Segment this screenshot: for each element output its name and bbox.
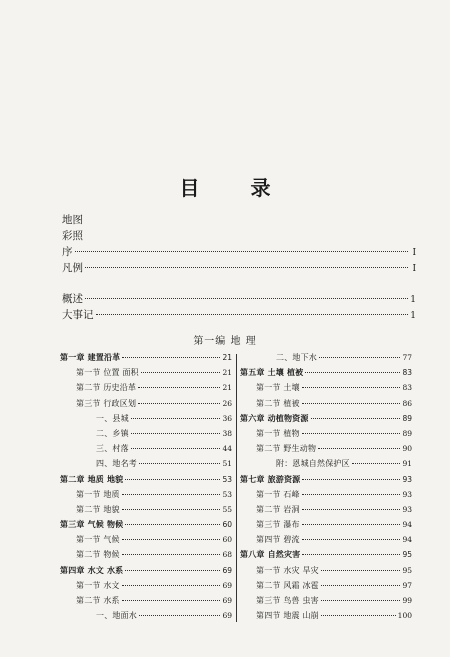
- toc-entry[interactable]: [240, 382, 412, 397]
- leader-dots: [302, 539, 401, 540]
- toc-entry[interactable]: [60, 413, 232, 428]
- leader-dots: [302, 433, 401, 434]
- leader-dots: [125, 570, 220, 571]
- toc-entry[interactable]: [240, 428, 412, 443]
- toc-entry-label: 附：恩城自然保护区: [276, 459, 350, 469]
- toc-entry-label: 第一节 气候: [76, 535, 120, 545]
- page-number: 89: [402, 413, 412, 423]
- toc-chapter-entry[interactable]: [60, 565, 232, 580]
- toc-chapter-entry[interactable]: [60, 352, 232, 367]
- leader-dots: [302, 403, 401, 404]
- toc-entry[interactable]: [240, 565, 412, 580]
- toc-entry[interactable]: [240, 398, 412, 413]
- page-number: 69: [222, 611, 232, 621]
- toc-entry-label: 第二节 植被: [256, 398, 300, 408]
- page-number: 1: [410, 311, 416, 321]
- toc-entry-label: 第一节 石峰: [256, 489, 300, 499]
- page-number: 69: [222, 565, 232, 575]
- leader-dots: [302, 554, 400, 555]
- toc-entry[interactable]: [240, 489, 412, 504]
- page-number: 38: [222, 428, 232, 438]
- toc-entry[interactable]: [60, 398, 232, 413]
- toc-chapter-entry[interactable]: [240, 367, 412, 382]
- toc-entry[interactable]: [60, 504, 232, 519]
- toc-entry-label: 第三节 鸟兽 虫害: [256, 596, 319, 605]
- toc-entry[interactable]: [60, 367, 232, 382]
- page-number: 60: [222, 535, 232, 545]
- toc-entry-label: 第一节 植物: [256, 428, 300, 438]
- toc-entry-label: 第一章 建置沿革: [60, 353, 121, 362]
- leader-dots: [302, 387, 401, 388]
- toc-entry[interactable]: [60, 458, 232, 473]
- page-title: 目 录: [179, 176, 293, 200]
- toc-entry[interactable]: [60, 534, 232, 549]
- toc-entry[interactable]: [240, 443, 412, 458]
- toc-entry-label: 第三节 行政区划: [76, 398, 137, 408]
- page-number: 21: [222, 383, 232, 393]
- page-number: 93: [402, 474, 412, 484]
- toc-entry-label: 四、地名考: [96, 459, 137, 469]
- leader-dots: [318, 448, 400, 449]
- page-number: 44: [222, 444, 232, 454]
- toc-entry-label: 二、地下水: [276, 353, 317, 362]
- toc-entry-label: 第一节 水灾 旱灾: [256, 565, 319, 575]
- leader-dots: [122, 494, 221, 495]
- page-number: 83: [402, 383, 412, 393]
- toc-entry[interactable]: [60, 549, 232, 564]
- leader-dots: [139, 463, 220, 464]
- toc-entry-label: 第四节 碧流: [256, 535, 300, 545]
- toc-entry[interactable]: [240, 595, 412, 610]
- leader-dots: [75, 251, 409, 252]
- toc-entry-label: 第三节 瀑布: [256, 520, 300, 530]
- toc-entry[interactable]: [60, 382, 232, 397]
- front-matter-item[interactable]: [62, 307, 416, 323]
- leader-dots: [321, 570, 401, 571]
- toc-entry-label: 三、村落: [96, 444, 129, 454]
- front-matter-label: 地图: [62, 214, 83, 226]
- toc-entry[interactable]: [60, 580, 232, 595]
- front-matter-item[interactable]: [62, 212, 416, 228]
- toc-entry-label: 第一节 位置 面积: [76, 368, 139, 378]
- toc-entry-label: 第一节 土壤: [256, 383, 300, 393]
- leader-dots: [139, 615, 220, 616]
- toc-entry-label: 二、乡镇: [96, 428, 129, 438]
- page-number: 77: [402, 353, 412, 362]
- leader-dots: [321, 585, 401, 586]
- toc-chapter-entry[interactable]: [240, 474, 412, 489]
- leader-dots: [141, 372, 221, 373]
- leader-dots: [302, 494, 401, 495]
- toc-entry-label: 第二节 地貌: [76, 504, 120, 514]
- front-matter-label: 凡例: [62, 262, 83, 274]
- toc-entry[interactable]: [240, 580, 412, 595]
- leader-dots: [122, 357, 220, 358]
- toc-entry-label: 第四节 地震 山崩: [256, 611, 319, 621]
- front-matter-item[interactable]: [62, 244, 416, 260]
- leader-dots: [138, 387, 220, 388]
- part-title: 第一编 地 理: [193, 336, 257, 347]
- page-number: 93: [402, 489, 412, 499]
- page-number: 26: [222, 398, 232, 408]
- toc-entry[interactable]: [60, 443, 232, 458]
- front-matter-label: 大事记: [62, 309, 94, 321]
- page-number: 69: [222, 580, 232, 590]
- leader-dots: [131, 418, 221, 419]
- leader-dots: [122, 554, 221, 555]
- page-number: 90: [402, 444, 412, 454]
- toc-entry[interactable]: [60, 595, 232, 610]
- toc-entry[interactable]: [60, 489, 232, 504]
- front-matter-item[interactable]: [62, 260, 416, 276]
- leader-dots: [85, 267, 408, 268]
- page-number: 36: [222, 413, 232, 423]
- leader-dots: [302, 479, 400, 480]
- page-number: 53: [222, 489, 232, 499]
- toc-entry-label: 第六章 动植物资源: [240, 413, 309, 423]
- page-number: 69: [222, 596, 232, 605]
- page-number: 68: [222, 550, 232, 560]
- toc-entry-label: 一、地面水: [96, 611, 137, 621]
- front-matter-label: 彩照: [62, 230, 83, 242]
- toc-entry[interactable]: [240, 610, 412, 625]
- page-number: 83: [402, 368, 412, 378]
- toc-entry[interactable]: [60, 610, 232, 625]
- leader-dots: [96, 314, 409, 315]
- toc-entry-label: 第二节 历史沿革: [76, 383, 137, 393]
- page-number: 86: [402, 398, 412, 408]
- front-matter-item[interactable]: [62, 291, 416, 307]
- leader-dots: [138, 403, 220, 404]
- page-number: 53: [222, 474, 232, 484]
- page-number: 100: [397, 611, 412, 621]
- page-number: 94: [402, 535, 412, 545]
- leader-dots: [321, 615, 396, 616]
- toc-entry-label: 第一节 水文: [76, 580, 120, 590]
- leader-dots: [131, 433, 221, 434]
- toc-entry[interactable]: [240, 352, 412, 367]
- toc-entry-label: 第二章 地质 地貌: [60, 474, 124, 484]
- leader-dots: [352, 463, 401, 464]
- page-number: 93: [402, 504, 412, 514]
- toc-entry[interactable]: [60, 428, 232, 443]
- toc-entry-label: 第五章 土壤 植被: [240, 368, 304, 378]
- toc-chapter-entry[interactable]: [60, 519, 232, 534]
- leader-dots: [321, 600, 401, 601]
- leader-dots: [302, 509, 401, 510]
- leader-dots: [85, 298, 408, 299]
- toc-entry[interactable]: [240, 504, 412, 519]
- toc-entry[interactable]: [240, 458, 412, 473]
- page-number: I: [412, 248, 416, 258]
- page-number: 95: [402, 565, 412, 575]
- toc-entry-label: 第七章 旅游资源: [240, 474, 301, 484]
- page-number: 1: [410, 295, 416, 305]
- toc-entry-label: 第二节 风霜 冰雹: [256, 580, 319, 590]
- leader-dots: [125, 524, 220, 525]
- toc-entry[interactable]: [240, 534, 412, 549]
- toc-entry-label: 第一节 地质: [76, 489, 120, 499]
- leader-dots: [122, 509, 221, 510]
- toc-entry-label: 第二节 水系: [76, 596, 120, 605]
- leader-dots: [122, 539, 221, 540]
- leader-dots: [125, 479, 220, 480]
- leader-dots: [305, 372, 400, 373]
- page-number: 55: [222, 504, 232, 514]
- page-number: I: [412, 264, 416, 274]
- leader-dots: [311, 418, 401, 419]
- toc-chapter-entry[interactable]: [240, 413, 412, 428]
- column-divider: [236, 354, 237, 622]
- front-matter-list: [62, 212, 416, 323]
- front-matter-label: 概述: [62, 293, 83, 305]
- page-number: 94: [402, 520, 412, 530]
- page-number: 99: [402, 596, 412, 605]
- toc-left-column: [60, 352, 232, 625]
- toc-entry-label: 第二节 岩洞: [256, 504, 300, 514]
- toc-right-column: [240, 352, 412, 625]
- page-number: 89: [402, 428, 412, 438]
- toc-chapter-entry[interactable]: [60, 474, 232, 489]
- leader-dots: [319, 357, 400, 358]
- toc-entry-label: 第二节 野生动物: [256, 444, 317, 454]
- page-number: 60: [222, 520, 232, 530]
- toc-entry-label: 第二节 物候: [76, 550, 120, 560]
- toc-chapter-entry[interactable]: [240, 549, 412, 564]
- page-number: 91: [402, 459, 412, 469]
- toc-entry-label: 第八章 自然灾害: [240, 550, 301, 560]
- front-matter-item[interactable]: [62, 228, 416, 244]
- toc-entry[interactable]: [240, 519, 412, 534]
- toc-entry-label: 一、县城: [96, 413, 129, 423]
- toc-entry-label: 第三章 气候 物候: [60, 520, 124, 530]
- leader-dots: [302, 524, 401, 525]
- page-number: 95: [402, 550, 412, 560]
- page-number: 51: [222, 459, 232, 469]
- leader-dots: [122, 585, 221, 586]
- front-matter-label: 序: [62, 246, 73, 258]
- page-number: 21: [222, 368, 232, 378]
- page-number: 21: [222, 353, 232, 362]
- toc-entry-label: 第四章 水文 水系: [60, 565, 124, 575]
- leader-dots: [122, 600, 221, 601]
- page-number: 97: [402, 580, 412, 590]
- leader-dots: [131, 448, 221, 449]
